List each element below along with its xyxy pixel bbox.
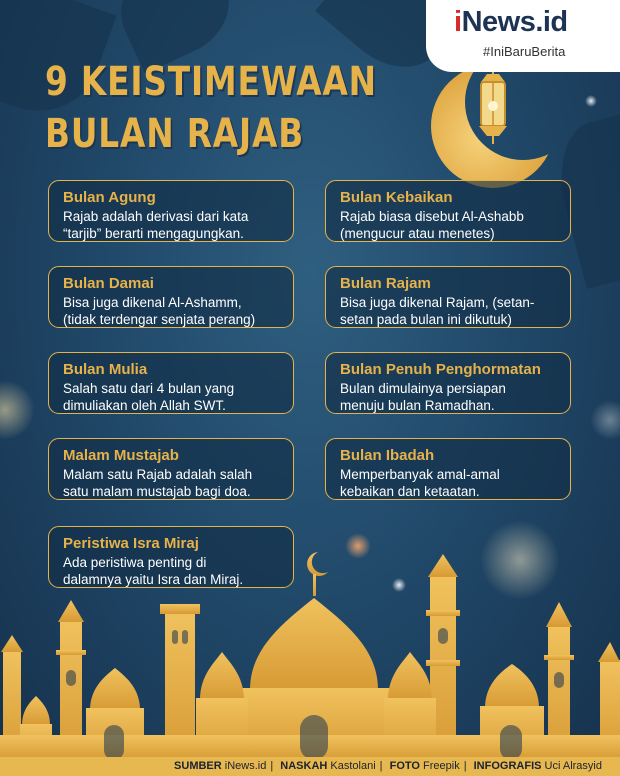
- credit-label: INFOGRAFIS: [473, 760, 542, 772]
- credit-label: NASKAH: [280, 760, 328, 772]
- page-title: [45, 56, 377, 160]
- logo-prefix: i: [454, 6, 462, 38]
- title-line-2: BULAN RAJAB: [45, 111, 305, 157]
- card-bulan-mulia: [48, 352, 294, 414]
- card-title: Bulan Mulia: [63, 361, 148, 378]
- card-description: Memperbanyak amal-amal kebaikan dan ketaatan.: [340, 467, 500, 499]
- logo-wordmark: [454, 6, 568, 39]
- bokeh-light: [590, 400, 620, 440]
- card-title: Bulan Kebaikan: [340, 189, 453, 206]
- credit-label: FOTO: [389, 760, 420, 772]
- credit-separator: |: [270, 760, 274, 772]
- card-description: Bisa juga dikenal Al-Ashamm, (tidak terdengar senjata perang): [63, 295, 256, 327]
- card-description: Salah satu dari 4 bulan yang dimuliakan oleh Allah SWT.: [63, 381, 235, 413]
- card-bulan-agung: [48, 180, 294, 242]
- card-malam-mustajab: [48, 438, 294, 500]
- card-title: Bulan Damai: [63, 275, 154, 292]
- credit-value: Uci Alrasyid: [544, 760, 602, 772]
- crescent-moon-icon: [425, 50, 595, 200]
- mosque-silhouette-illustration: [0, 540, 620, 760]
- credit-value: iNews.id: [224, 760, 267, 772]
- inews-logo: [426, 0, 620, 72]
- logo-name: News.id: [461, 6, 568, 38]
- card-bulan-ibadah: [325, 438, 571, 500]
- card-title: Bulan Rajam: [340, 275, 431, 292]
- card-description: Bisa juga dikenal Rajam, (setan- setan pada bulan ini dikutuk): [340, 295, 535, 327]
- card-title: Bulan Penuh Penghormatan: [340, 361, 541, 378]
- card-title: Bulan Ibadah: [340, 447, 435, 464]
- credit-value: Kastolani: [330, 760, 376, 772]
- title-line-1: 9 KEISTIMEWAAN: [45, 59, 377, 105]
- bokeh-light: [0, 380, 35, 440]
- card-title: Malam Mustajab: [63, 447, 179, 464]
- card-description: Bulan dimulainya persiapan menuju bulan Ramadhan.: [340, 381, 506, 413]
- credit-label: SUMBER: [174, 760, 222, 772]
- card-description: Rajab biasa disebut Al-Ashabb (mengucur atau menetes): [340, 209, 524, 241]
- card-description: Ada peristiwa penting di dalamnya yaitu Isra dan Miraj.: [63, 555, 244, 587]
- card-bulan-damai: [48, 266, 294, 328]
- credit-value: Freepik: [423, 760, 460, 772]
- credits-footer: [0, 757, 620, 776]
- credit-separator: |: [463, 760, 467, 772]
- card-bulan-rajam: [325, 266, 571, 328]
- logo-tagline: #IniBaruBerita: [483, 44, 566, 59]
- card-bulan-penuh-penghormatan: [325, 352, 571, 414]
- credit-separator: |: [379, 760, 383, 772]
- card-title: Bulan Agung: [63, 189, 156, 206]
- card-description: Rajab adalah derivasi dari kata “tarjib” berarti mengagungkan.: [63, 209, 249, 241]
- card-description: Malam satu Rajab adalah salah satu malam mustajab bagi doa.: [63, 467, 253, 499]
- card-title: Peristiwa Isra Miraj: [63, 535, 199, 552]
- card-bulan-kebaikan: [325, 180, 571, 242]
